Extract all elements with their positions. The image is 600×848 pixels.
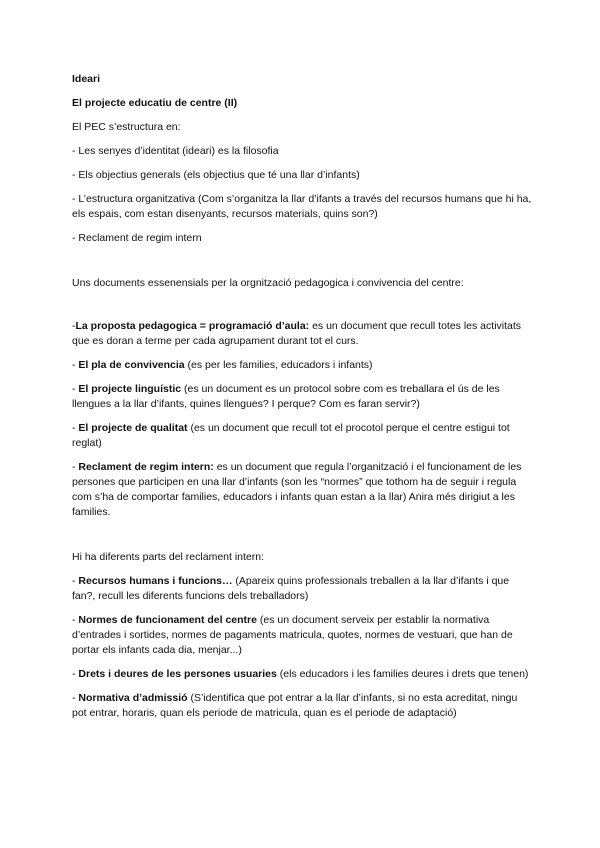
item-prefix: - (72, 461, 79, 473)
item-prefix: - (72, 692, 79, 704)
document-title: Ideari (72, 73, 101, 85)
item-heading: Recursos humans i funcions… (78, 575, 233, 587)
pec-item: - Reclament de regim intern (72, 232, 202, 244)
item-heading: Normes de funcionament del centre (78, 614, 257, 626)
item-heading: El projecte linguístic (78, 383, 182, 395)
item-text: es un document que recull totes les activitats que es doran a terme per cada agrupament durant tot el curs. (72, 320, 522, 347)
part-item-normes (72, 613, 532, 658)
item-heading: El pla de convivencia (78, 359, 185, 371)
item-prefix: - (72, 359, 79, 371)
item-prefix: - (72, 614, 79, 626)
document-item-convivencia (72, 358, 532, 373)
item-text: (els educadors i les families deures i drets que tenen) (276, 668, 529, 680)
document-item-linguistic (72, 382, 532, 412)
pec-intro: El PEC s’estructura en: (72, 121, 181, 133)
item-prefix: - (72, 575, 79, 587)
item-text: (es per les families, educadors i infants) (184, 359, 373, 371)
pec-item: - Les senyes d’identitat (ideari) es la filosofia (72, 145, 279, 157)
item-text: (es un document serveix per establir la normativa d’entrades i sortides, normes de pagaments matricula, quotes, normes de vestuari, que han de portar els infants cada dia, menjar...) (72, 614, 513, 656)
part-item-admissio (72, 691, 532, 721)
item-text: (es un document es un protocol sobre com es treballara el ús de les llengues a la llar d’ifants, quines llengues? I perque? Com es faran servir?) (72, 383, 500, 410)
document-item-proposta (72, 319, 532, 349)
item-heading: La proposta pedagogica = programació d’aula: (75, 320, 310, 332)
part-item-drets (72, 667, 532, 682)
item-text: (S’identifica que pot entrar a la llar d’infants, si no esta acreditat, ningu pot entrar, horaris, quan els periode de matricula, quan es el periode de adaptació) (72, 692, 518, 719)
parts-intro: Hi ha diferents parts del reclament intern: (72, 551, 265, 563)
document-item-reclament (72, 460, 532, 520)
item-prefix: - (72, 383, 79, 395)
pec-item: - L’estructura organitzativa (Com s’organitza la llar d’ifants a través del recursos humans que hi ha, els espais, com estan disenyants, recursos materials, quins son?) (72, 193, 532, 220)
item-prefix: - (72, 668, 79, 680)
item-heading: Reclament de regim intern: (78, 461, 214, 473)
document-page (72, 72, 532, 730)
item-heading: El projecte de qualitat (78, 422, 188, 434)
document-item-qualitat (72, 421, 532, 451)
part-item-recursos (72, 574, 532, 604)
documents-intro: Uns documents essenensials per la orgnització pedagogica i convivencia del centre: (72, 277, 464, 289)
item-heading: Drets i deures de les persones usuaries (78, 668, 277, 680)
item-text: (Apareix quins professionals treballen a la llar d’ifants i que fan?, recull les diferents funcions dels treballadors) (72, 575, 510, 602)
item-text: es un document que regula l’organització i el funcionament de les persones que participen en una llar d’infants (son les “normes” que tothom ha de seguir i regula com s’ha de comportar families, educadors i infants quan estan a la llar) Anira més dirigiut a les families. (72, 461, 522, 518)
pec-item: - Els objectius generals (els objectius que té una llar d’infants) (72, 169, 360, 181)
item-text: (es un document que recull tot el procotol perque el centre estigui tot reglat) (72, 422, 510, 449)
item-prefix: - (72, 320, 76, 332)
item-prefix: - (72, 422, 79, 434)
item-heading: Normativa d’admissió (78, 692, 188, 704)
document-subtitle: El projecte educatiu de centre (II) (72, 97, 238, 109)
